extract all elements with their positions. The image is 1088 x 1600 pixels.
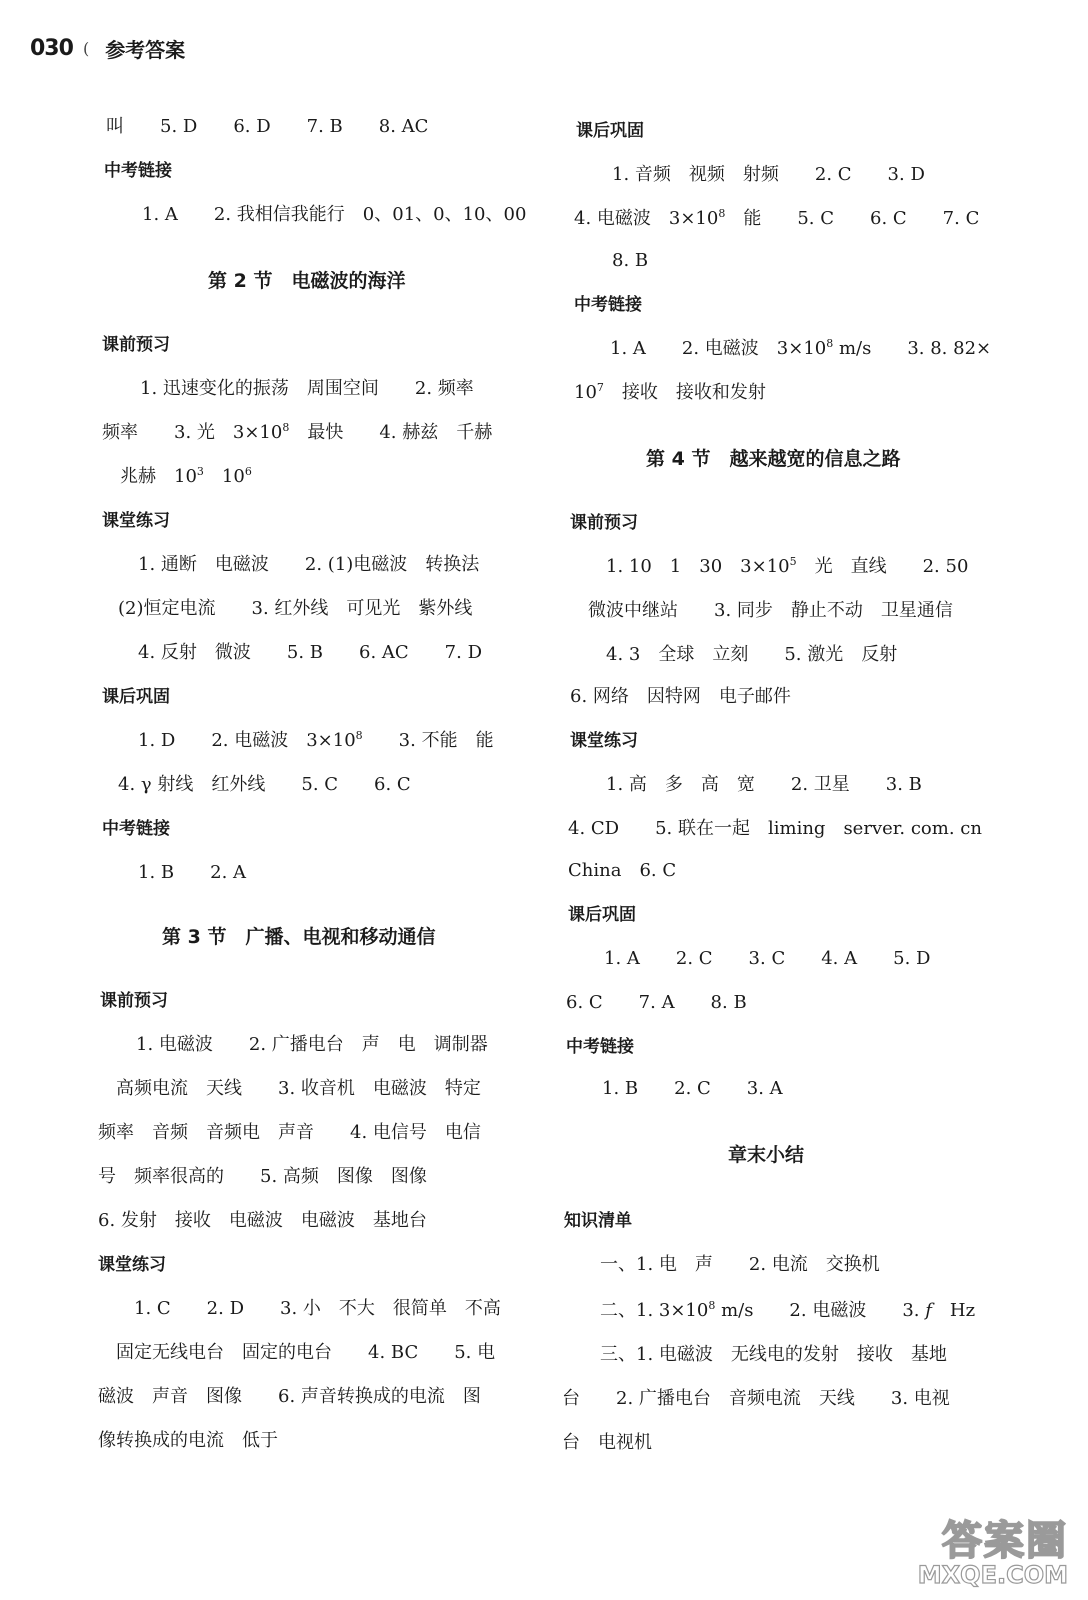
heading-zhongkao: 中考链接 [566, 1037, 634, 1057]
answer-line: 号 频率很高的 5. 高频 图像 图像 [98, 1166, 427, 1187]
heading-classwork: 课堂练习 [570, 731, 638, 751]
answer-line: 4. 反射 微波 5. B 6. AC 7. D [138, 642, 483, 663]
watermark [918, 1520, 1068, 1588]
page-title: 参考答案 [105, 37, 186, 62]
answer-line: 微波中继站 3. 同步 静止不动 卫星通信 [588, 600, 953, 621]
answer-line: 频率 音频 音频电 声音 4. 电信号 电信 [98, 1122, 481, 1143]
answer-line: 固定无线电台 固定的电台 4. BC 5. 电 [116, 1342, 496, 1363]
answer-line: 磁波 声音 图像 6. 声音转换成的电流 图 [98, 1386, 481, 1407]
heading-zhongkao: 中考链接 [104, 161, 172, 181]
answer-line: 4. 电磁波 $3\times 10^8$ 能 5. C 6. C 7. C [574, 207, 980, 229]
answer-line: 台 电视机 [562, 1432, 652, 1453]
heading-classwork: 课堂练习 [102, 511, 170, 531]
answer-line: 1. A 2. C 3. C 4. A 5. D [604, 948, 931, 969]
answer-line: 1. A 2. 电磁波 $3\times 10^8$ m/s 3. 8. 82× [610, 337, 992, 359]
answer-line: 一、1. 电 声 2. 电流 交换机 [600, 1254, 880, 1275]
answer-line: 6. 网络 因特网 电子邮件 [570, 686, 791, 707]
answer-line: 1. D 2. 电磁波 $3\times 10^8$ 3. 不能 能 [138, 729, 494, 751]
section-title: 第 2 节 电磁波的海洋 [208, 270, 406, 292]
page-number: 030 [30, 35, 73, 61]
heading-classwork: 课堂练习 [98, 1255, 166, 1275]
answer-line: 叫 5. D 6. D 7. B 8. AC [106, 116, 429, 137]
answer-line: 高频电流 天线 3. 收音机 电磁波 特定 [116, 1078, 481, 1099]
page-header [30, 30, 185, 66]
heading-knowledge-list: 知识清单 [564, 1211, 632, 1231]
answer-line: 6. 发射 接收 电磁波 电磁波 基地台 [98, 1210, 427, 1231]
answer-line: 1. B 2. A [138, 862, 247, 883]
answer-line: 1. 迅速变化的振荡 周围空间 2. 频率 [140, 378, 474, 399]
heading-zhongkao: 中考链接 [574, 295, 642, 315]
answer-line: 4. CD 5. 联在一起 liming server. com. cn [568, 818, 982, 839]
answer-line: 1. 10 1 30 $3\times 10^5$ 光 直线 2. 50 [606, 555, 969, 577]
answer-line: 1. 音频 视频 射频 2. C 3. D [612, 164, 925, 185]
heading-preview: 课前预习 [570, 513, 638, 533]
answer-line: 6. C 7. A 8. B [566, 992, 747, 1013]
answer-line: 像转换成的电流 低于 [98, 1430, 278, 1451]
heading-preview: 课前预习 [100, 991, 168, 1011]
answer-line: 兆赫 $10^3$ $10^6$ [120, 465, 252, 487]
answer-line: 1. 通断 电磁波 2. (1)电磁波 转换法 [138, 554, 480, 575]
watermark-logo: 答案圈 [942, 1518, 1068, 1564]
answer-line: 1. 高 多 高 宽 2. 卫星 3. B [606, 774, 922, 795]
watermark-url: MXQE.COM [917, 1561, 1068, 1589]
heading-review: 课后巩固 [102, 687, 170, 707]
section-title: 章末小结 [728, 1144, 805, 1166]
section-title: 第 4 节 越来越宽的信息之路 [646, 448, 901, 470]
answer-line: 4. γ 射线 红外线 5. C 6. C [118, 774, 411, 795]
answer-line: 1. 电磁波 2. 广播电台 声 电 调制器 [136, 1034, 488, 1055]
answer-line: (2)恒定电流 3. 红外线 可见光 紫外线 [118, 598, 473, 619]
heading-review: 课后巩固 [576, 121, 644, 141]
answer-line: 4. 3 全球 立刻 5. 激光 反射 [606, 644, 898, 665]
heading-zhongkao: 中考链接 [102, 819, 170, 839]
header-mark: ( [82, 38, 90, 58]
heading-review: 课后巩固 [568, 905, 636, 925]
answer-line: 台 2. 广播电台 音频电流 天线 3. 电视 [562, 1388, 950, 1409]
answer-line: 1. B 2. C 3. A [602, 1078, 783, 1099]
answer-line: $10^7$ 接收 接收和发射 [574, 381, 766, 403]
answer-line: 频率 3. 光 $3\times 10^8$ 最快 4. 赫兹 千赫 [102, 421, 493, 443]
answer-line: 三、1. 电磁波 无线电的发射 接收 基地 [600, 1344, 947, 1365]
answer-line: China 6. C [568, 860, 677, 881]
answer-line: 8. B [612, 250, 649, 271]
answer-line: 二、1. $3\times 10^8$ m/s 2. 电磁波 3. f Hz [600, 1299, 976, 1321]
answer-line: 1. A 2. 我相信我能行 0、01、0、10、00 [142, 204, 527, 225]
heading-preview: 课前预习 [102, 335, 170, 355]
answer-line: 1. C 2. D 3. 小 不大 很简单 不高 [134, 1298, 501, 1319]
section-title: 第 3 节 广播、电视和移动通信 [162, 926, 436, 948]
